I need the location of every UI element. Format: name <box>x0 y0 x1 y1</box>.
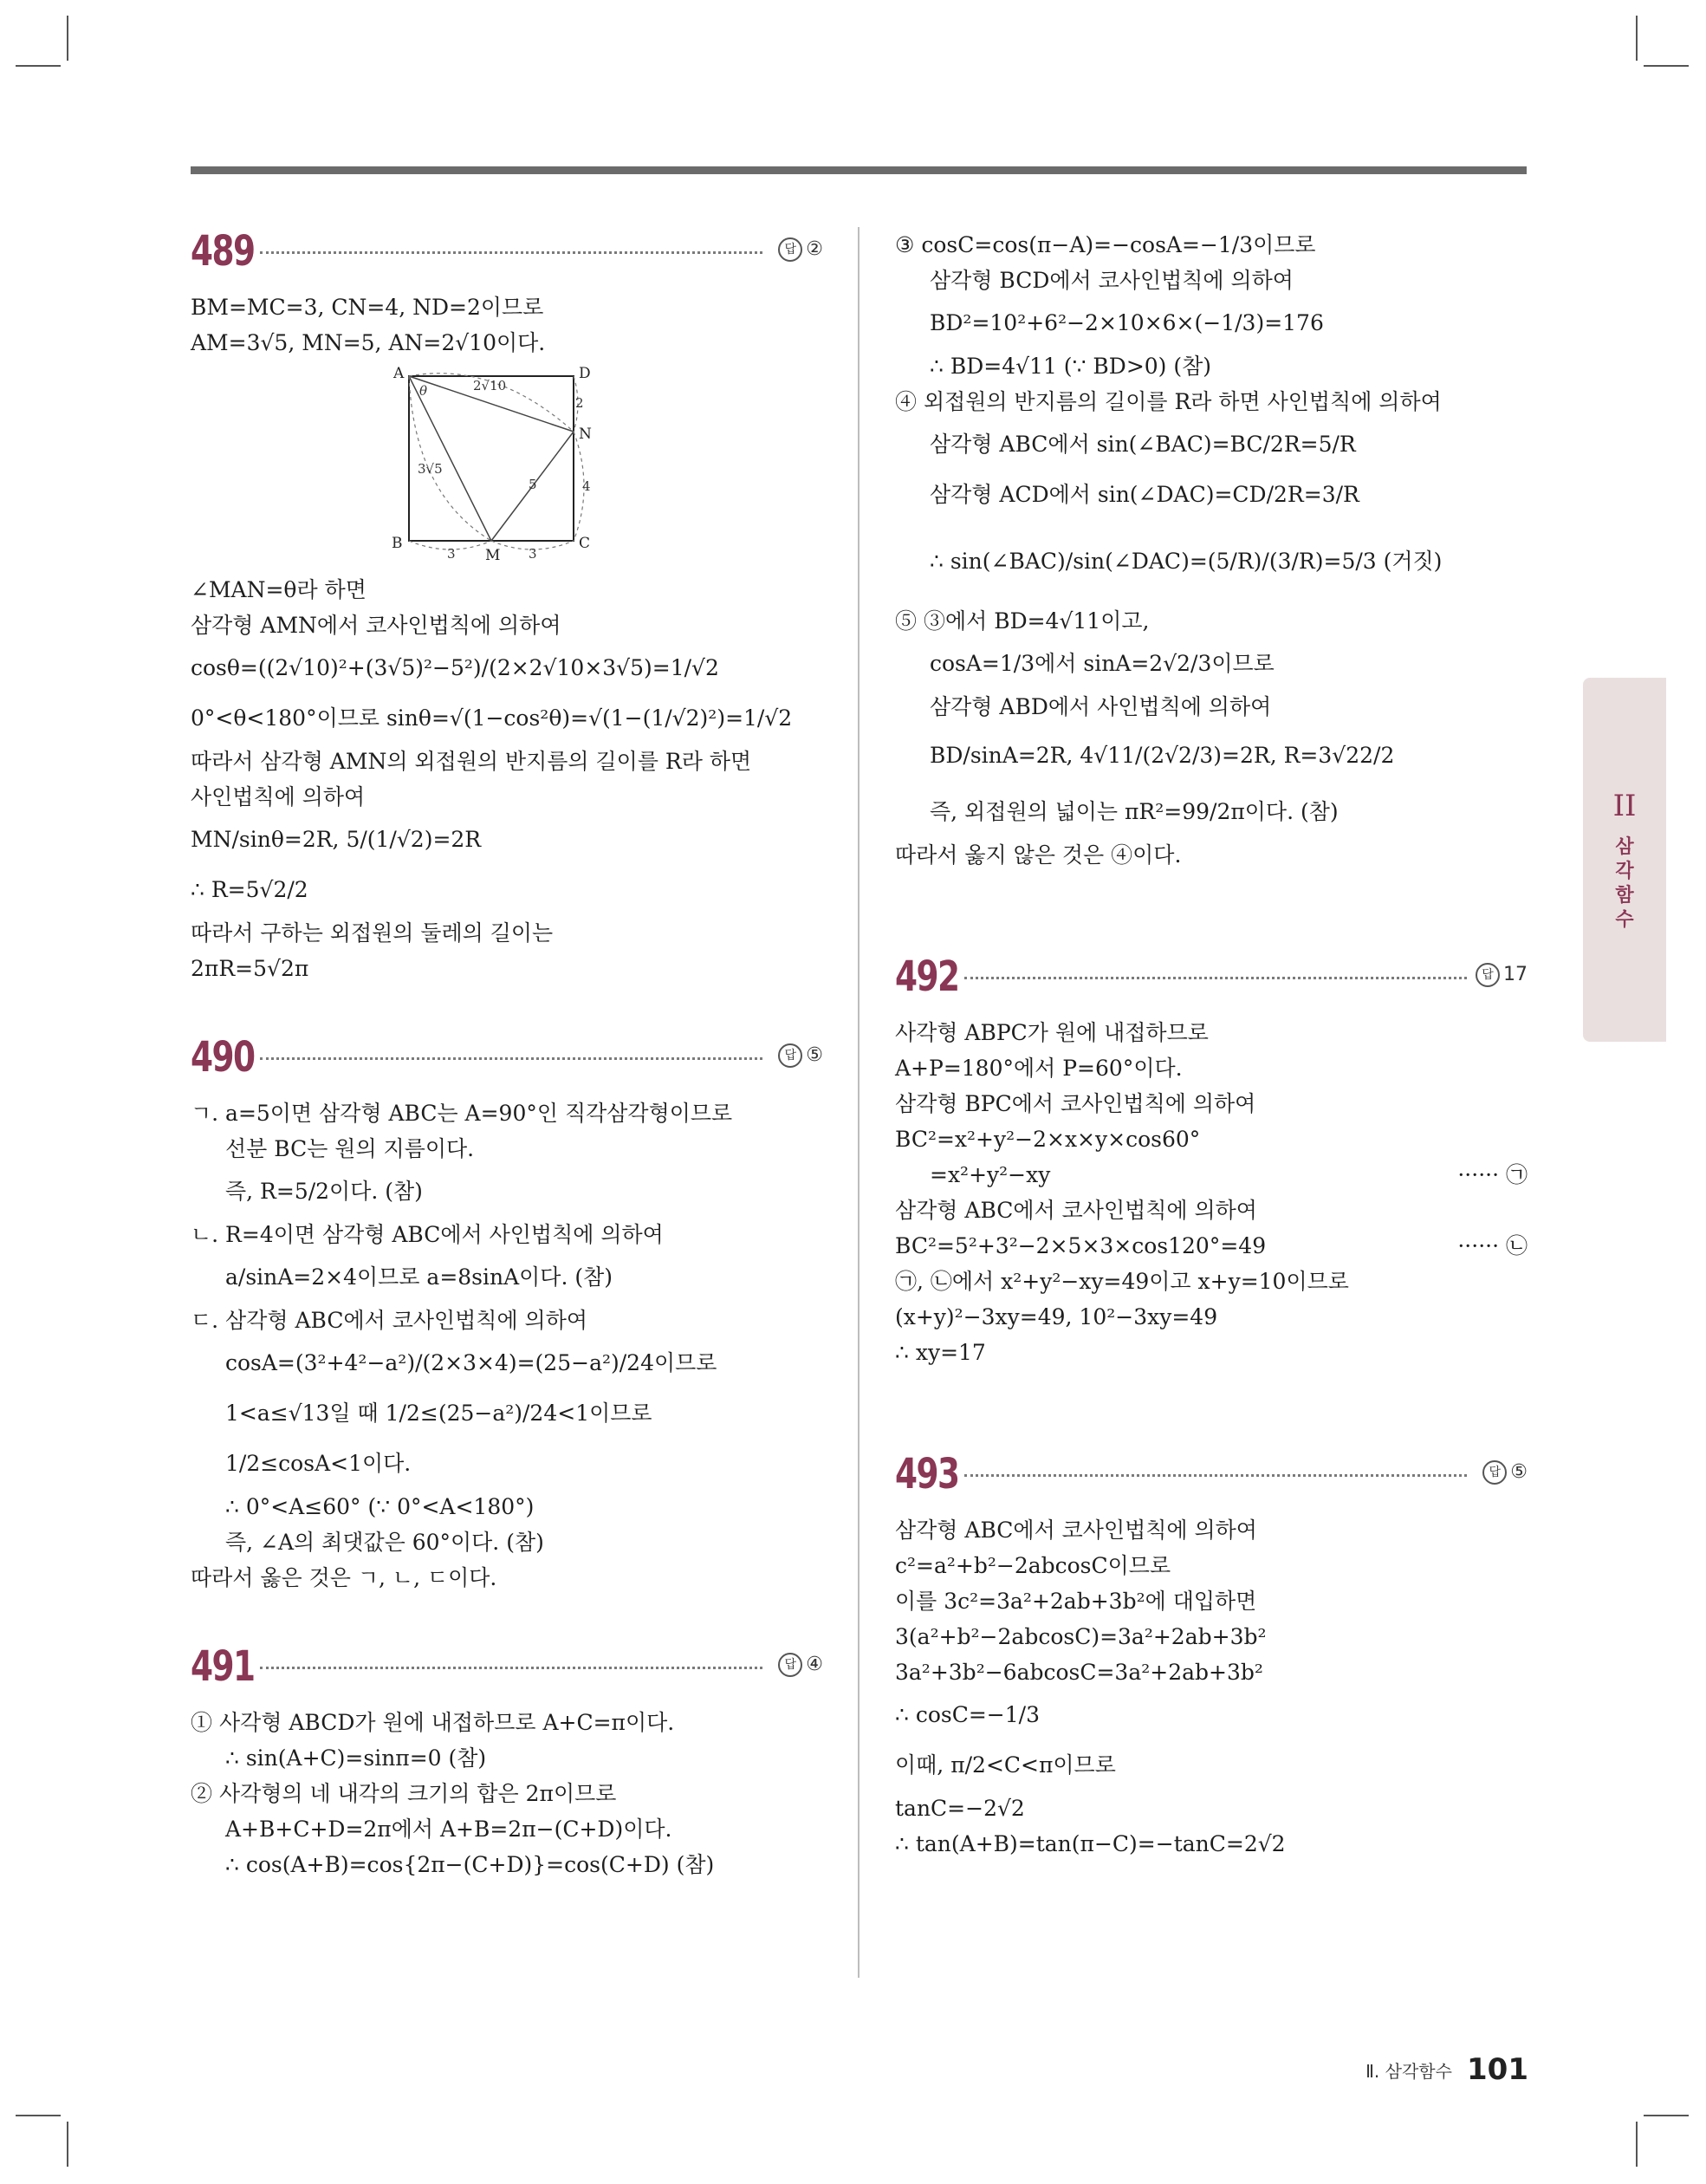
solution-line <box>895 1157 1528 1193</box>
point-label: M <box>485 547 501 564</box>
crop-mark <box>1644 65 1689 67</box>
solution-line: BC²=x²+y²−2×x×y×cos60° <box>895 1127 1201 1152</box>
answer-badge <box>778 1043 823 1068</box>
solution-line: A+B+C+D=2π에서 A+B=2π−(C+D)이다. <box>225 1817 672 1842</box>
problem-490-header <box>191 1033 823 1095</box>
solution-line: 따라서 삼각형 AMN의 외접원의 반지름의 길이를 R라 하면 <box>191 749 752 774</box>
solution-line: ∴ sin(A+C)=sinπ=0 (참) <box>225 1745 487 1771</box>
answer-icon: 답 <box>778 1043 802 1068</box>
solution-line: ∴ cos(A+B)=cos{2π−(C+D)}=cos(C+D) (참) <box>225 1852 715 1877</box>
equation: BC²=5²+3²−2×5×3×cos120°=49 <box>895 1233 1267 1258</box>
solution-line: 삼각형 BCD에서 코사인법칙에 의하여 <box>930 268 1294 293</box>
length-label: 5 <box>529 477 537 492</box>
solution-line: ∴ tan(A+B)=tan(π−C)=−tanC=2√2 <box>895 1831 1286 1856</box>
problem-number: 493 <box>895 1450 959 1498</box>
page-number: 101 <box>1467 2052 1528 2087</box>
column-divider <box>858 227 859 1978</box>
solution-line: ② 사각형의 네 내각의 크기의 합은 2π이므로 <box>191 1781 617 1806</box>
equation-tag: ······ ㉡ <box>1457 1233 1528 1258</box>
dotted-leader <box>260 1667 762 1669</box>
equation-continued: =x²+y²−xy <box>930 1162 1051 1187</box>
answer-value: ⑤ <box>1510 1461 1528 1483</box>
solution-line: ④ 외접원의 반지름의 길이를 R라 하면 사인법칙에 의하여 <box>895 389 1442 414</box>
dotted-leader <box>964 1474 1467 1477</box>
crop-mark <box>67 2122 68 2167</box>
solution-line: 이때, π/2<C<π이므로 <box>895 1752 1116 1778</box>
point-label: C <box>579 535 591 552</box>
point-label: B <box>392 535 403 552</box>
solution-line: cosA=(3²+4²−a²)/(2×3×4)=(25−a²)/24이므로 <box>225 1350 717 1375</box>
left-column <box>191 227 823 1882</box>
solution-line: ㄴ. R=4이면 삼각형 ABC에서 사인법칙에 의하여 <box>191 1222 664 1247</box>
angle-label: θ <box>419 383 428 399</box>
solution-line: 따라서 구하는 외접원의 둘레의 길이는 <box>191 920 554 946</box>
chapter-numeral: II <box>1612 789 1637 823</box>
solution-line: 사인법칙에 의하여 <box>191 784 366 809</box>
problem-491-header <box>191 1642 823 1705</box>
solution-line: 삼각형 ABC에서 코사인법칙에 의하여 <box>895 1518 1257 1543</box>
solution-line: 즉, R=5/2이다. (참) <box>225 1179 423 1204</box>
chapter-label-text: 삼 각 함 수 <box>1615 836 1634 931</box>
solution-line: ∴ xy=17 <box>895 1340 986 1365</box>
chapter-side-tab <box>1583 678 1666 1042</box>
answer-badge <box>778 237 823 262</box>
crop-mark <box>1636 16 1638 61</box>
crop-mark <box>1636 2122 1638 2167</box>
solution-line: 삼각형 ABC에서 코사인법칙에 의하여 <box>895 1198 1257 1223</box>
solution-line: 삼각형 ABD에서 사인법칙에 의하여 <box>930 694 1272 719</box>
solution-line: (x+y)²−3xy=49, 10²−3xy=49 <box>895 1304 1218 1329</box>
header-rule <box>191 166 1527 174</box>
length-label: 2 <box>575 395 584 411</box>
solution-line: BD/sinA=2R, 4√11/(2√2/3)=2R, R=3√22/2 <box>930 743 1395 768</box>
solution-line: ㄱ. a=5이면 삼각형 ABC는 A=90°인 직각삼각형이므로 <box>191 1101 733 1126</box>
dotted-leader <box>964 977 1467 979</box>
answer-value: ⑤ <box>806 1044 823 1066</box>
solution-line: AM=3√5, MN=5, AN=2√10이다. <box>191 330 546 355</box>
solution-line: 삼각형 ABC에서 sin(∠BAC)=BC/2R=5/R <box>930 432 1356 457</box>
solution-line: 삼각형 AMN에서 코사인법칙에 의하여 <box>191 613 561 638</box>
problem-492-header <box>895 952 1528 1015</box>
problem-number: 490 <box>191 1033 255 1082</box>
solution-line: 3a²+3b²−6abcosC=3a²+2ab+3b² <box>895 1660 1263 1685</box>
solution-line: ㉠, ㉡에서 x²+y²−xy=49이고 x+y=10이므로 <box>895 1269 1349 1294</box>
crop-mark <box>16 2115 61 2116</box>
length-label: 2√10 <box>473 378 507 393</box>
dotted-leader <box>260 1057 762 1060</box>
crop-mark <box>1644 2115 1689 2116</box>
solution-line: 3(a²+b²−2abcosC)=3a²+2ab+3b² <box>895 1624 1267 1649</box>
length-label: 3 <box>447 546 456 562</box>
problem-number: 489 <box>191 227 255 276</box>
length-label: 4 <box>582 478 591 494</box>
solution-line: 삼각형 BPC에서 코사인법칙에 의하여 <box>895 1091 1256 1116</box>
solution-line: ① 사각형 ABCD가 원에 내접하므로 A+C=π이다. <box>191 1710 675 1735</box>
dotted-leader <box>260 251 762 254</box>
solution-line: ③ cosC=cos(π−A)=−cosA=−1/3이므로 <box>895 232 1316 257</box>
answer-value: ④ <box>806 1654 823 1675</box>
solution-line: MN/sinθ=2R, 5/(1/√2)=2R <box>191 827 482 852</box>
solution-line: 0°<θ<180°이므로 sinθ=√(1−cos²θ)=√(1−(1/√2)²)=1/√2 <box>191 705 793 731</box>
solution-line: ∴ sin(∠BAC)/sin(∠DAC)=(5/R)/(3/R)=5/3 (거짓) <box>930 549 1443 574</box>
answer-value: ② <box>806 238 823 260</box>
answer-icon: 답 <box>1476 963 1500 987</box>
page-footer <box>1365 2052 1528 2087</box>
solution-line: tanC=−2√2 <box>895 1796 1025 1821</box>
solution-line: a/sinA=2×4이므로 a=8sinA이다. (참) <box>225 1264 613 1290</box>
solution-line: ∴ BD=4√11 (∵ BD>0) (참) <box>930 354 1212 379</box>
square-diagram <box>390 364 607 565</box>
problem-number: 491 <box>191 1642 255 1691</box>
solution-line: 따라서 옳은 것은 ㄱ, ㄴ, ㄷ이다. <box>191 1565 497 1590</box>
point-label: D <box>579 365 591 382</box>
solution-line: ⑤ ③에서 BD=4√11이고, <box>895 608 1150 634</box>
solution-line: 1/2≤cosA<1이다. <box>225 1451 412 1476</box>
solution-line: ∴ cosC=−1/3 <box>895 1702 1040 1727</box>
problem-493-header <box>895 1450 1528 1512</box>
equation-tag: ······ ㉠ <box>1457 1162 1528 1187</box>
answer-badge <box>1482 1460 1528 1485</box>
problem-number: 492 <box>895 952 959 1001</box>
answer-value: 17 <box>1503 964 1528 985</box>
solution-line: 삼각형 ACD에서 sin(∠DAC)=CD/2R=3/R <box>930 482 1359 507</box>
solution-line: ∴ R=5√2/2 <box>191 877 308 902</box>
solution-line: 이를 3c²=3a²+2ab+3b²에 대입하면 <box>895 1589 1257 1614</box>
point-label: N <box>579 426 592 443</box>
solution-line: 선분 BC는 원의 지름이다. <box>225 1136 475 1161</box>
answer-badge <box>1476 963 1528 987</box>
solution-line: 즉, ∠A의 최댓값은 60°이다. (참) <box>225 1530 544 1555</box>
solution-line: BD²=10²+6²−2×10×6×(−1/3)=176 <box>930 310 1324 335</box>
solution-line: cosθ=((2√10)²+(3√5)²−5²)/(2×2√10×3√5)=1/√2 <box>191 655 719 680</box>
footer-chapter: Ⅱ. 삼각함수 <box>1365 2060 1452 2082</box>
right-column <box>895 227 1528 1862</box>
answer-icon: 답 <box>778 237 802 262</box>
solution-line: ㄷ. 삼각형 ABC에서 코사인법칙에 의하여 <box>191 1308 588 1333</box>
solution-line: BM=MC=3, CN=4, ND=2이므로 <box>191 295 544 320</box>
solution-line: ∴ 0°<A≤60° (∵ 0°<A<180°) <box>225 1494 535 1519</box>
answer-icon: 답 <box>778 1653 802 1677</box>
answer-badge <box>778 1653 823 1677</box>
solution-line: 따라서 옳지 않은 것은 ④이다. <box>895 842 1182 868</box>
solution-line: 1<a≤√13일 때 1/2≤(25−a²)/24<1이므로 <box>225 1401 652 1426</box>
solution-line: 즉, 외접원의 넓이는 πR²=99/2π이다. (참) <box>930 799 1339 824</box>
solution-line: 사각형 ABPC가 원에 내접하므로 <box>895 1020 1209 1045</box>
length-label: 3√5 <box>418 461 443 477</box>
chapter-label <box>1583 835 1666 933</box>
solution-line: 2πR=5√2π <box>191 956 309 981</box>
solution-line: A+P=180°에서 P=60°이다. <box>895 1056 1183 1081</box>
point-label: A <box>393 365 405 382</box>
answer-icon: 답 <box>1482 1460 1507 1485</box>
crop-mark <box>16 65 61 67</box>
solution-line: cosA=1/3에서 sinA=2√2/3이므로 <box>930 651 1275 676</box>
crop-mark <box>67 16 68 61</box>
solution-line: ∠MAN=θ라 하면 <box>191 577 366 602</box>
length-label: 3 <box>529 546 537 562</box>
problem-489-header <box>191 227 823 289</box>
solution-line: c²=a²+b²−2abcosC이므로 <box>895 1553 1171 1578</box>
solution-line <box>895 1228 1528 1264</box>
